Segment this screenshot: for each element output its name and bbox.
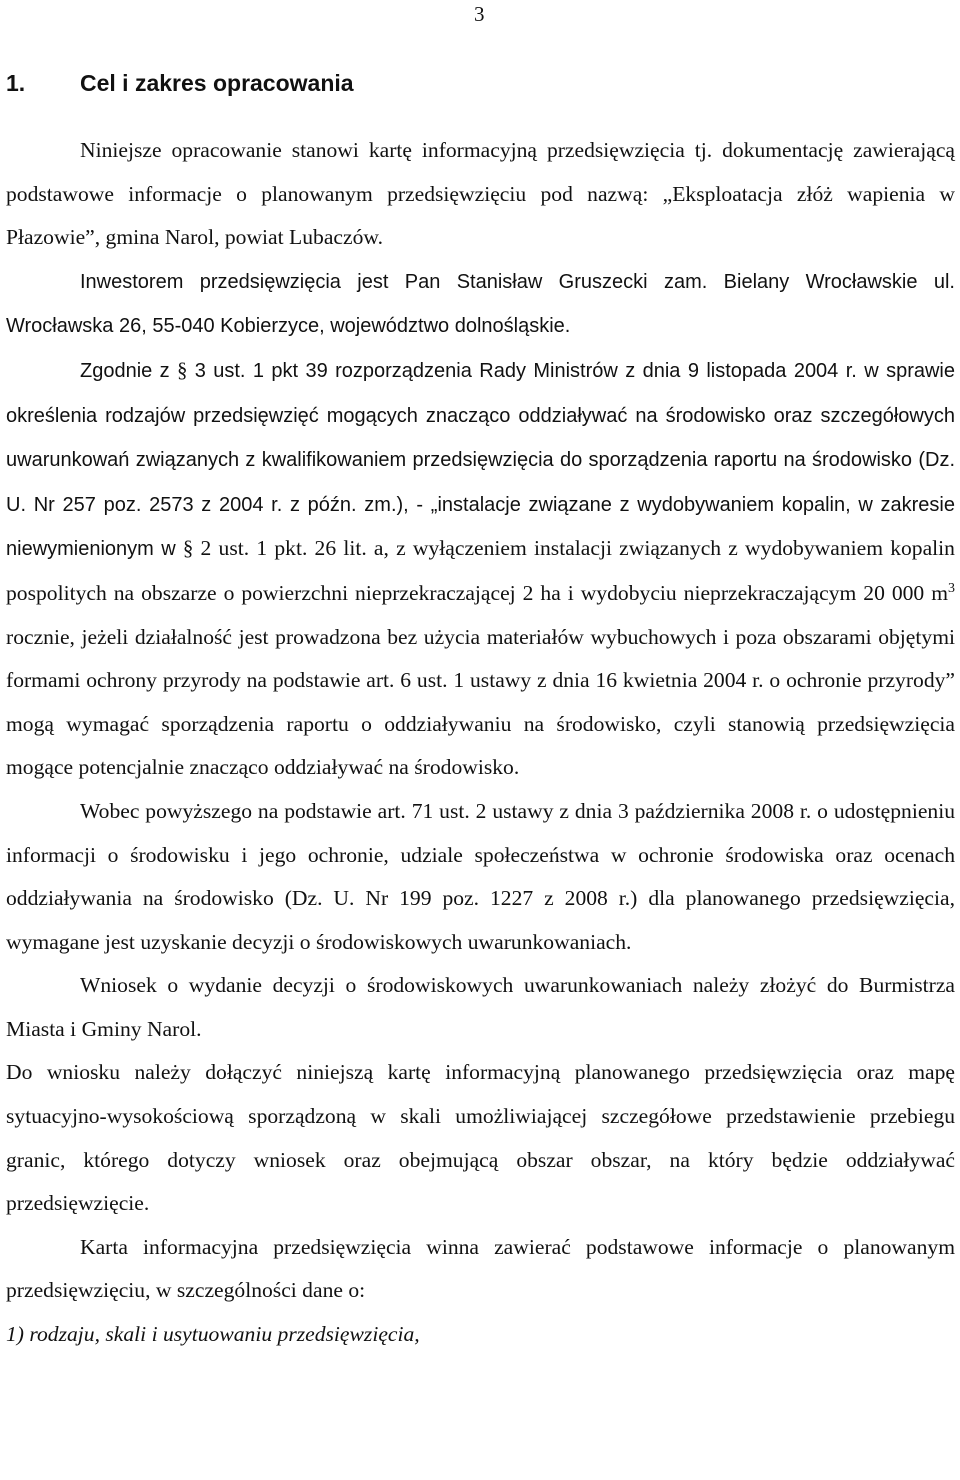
section-heading <box>6 70 946 97</box>
list-item <box>6 1313 955 1357</box>
section-number: 1. <box>6 70 26 96</box>
list-marker: 1) <box>6 1322 24 1347</box>
paragraph-application: Wniosek o wydanie decyzji o środowiskowych uwarunkowaniach należy złożyć do Burmistrza Miasta i Gminy Narol. <box>6 973 955 1041</box>
page-number: 3 <box>474 2 485 26</box>
paragraph-regulation <box>6 349 955 790</box>
section-sign-icon: § <box>182 536 194 561</box>
paragraph-card-contents: Karta informacyjna przedsięwzięcia winna zawierać podstawowe informacje o planowanym przedsięwzięciu, w szczególności dane o: <box>6 1234 955 1303</box>
paragraph-attachments: Do wniosku należy dołączyć niniejszą kartę informacyjną planowanego przedsięwzięcia oraz mapę sytuacyjno-wysokościową sporządzoną w skali umożliwiającej szczegółowe przedstawienie przebiegu granic, którego dotyczy wniosek oraz obejmującą obszar obszar, na który będzie oddziaływać przedsięwzięcie. <box>6 1060 955 1216</box>
paragraph-intro: Niniejsze opracowanie stanowi kartę informacyjną przedsięwzięcia tj. dokumentację zawierającą podstawowe informacje o planowanym przedsięwzięciu pod nazwą: „Eksploatacja złóż wapienia w Płazowie”, gmina Narol, powiat Lubaczów. <box>6 138 955 250</box>
paragraph-legal-basis: Wobec powyższego na podstawie art. 71 ust. 2 ustawy z dnia 3 października 2008 r. o udostępnieniu informacji o środowisku i jego ochronie, udziale społeczeństwa w ochronie środowiska oraz ocenach oddziaływania na środowisko (Dz. U. Nr 199 poz. 1227 z 2008 r.) dla planowanego przedsięwzięcia, wymagane jest uzyskanie decyzji o środowiskowych uwarunkowaniach. <box>6 798 955 954</box>
regulation-text-b: 3 ust. 1 pkt 39 rozporządzenia Rady Ministrów z dnia 9 listopada 2004 r. w sprawie określenia rodzajów przedsięwzięć mogących znacząco oddziaływać na środowisko oraz szczegółowych uwarunkowań związanych z kwalifikowaniem przedsięwzięcia do sporządzenia raportu na środowisko (Dz. U. Nr 257 poz. 2573 z 2004 r. z późn. zm.), - „instalacje związane z wydobywaniem kopalin, w zakresie niewymienionym w <box>6 359 955 561</box>
paragraph-investor <box>6 260 955 349</box>
list-text: rodzaju, skali i usytuowaniu przedsięwzięcia, <box>29 1322 420 1347</box>
section-title: Cel i zakres opracowania <box>80 70 354 96</box>
document-body <box>6 129 955 1357</box>
regulation-text-d: rocznie, jeżeli działalność jest prowadzona bez użycia materiałów wybuchowych i poza obszarami objętymi formami ochrony przyrody na podstawie art. 6 ust. 1 ustawy z dnia 16 kwietnia 2004 r. o ochronie przyrody” mogą wymagać sporządzenia raportu o oddziaływaniu na środowisko, czyli stanowią przedsięwzięcia mogące potencjalnie znacząco oddziaływać na środowisko. <box>6 624 955 780</box>
regulation-text-c: 2 ust. 1 pkt. 26 lit. a, z wyłączeniem instalacji związanych z wydobywaniem kopalin pospolitych na obszarze o powierzchni nieprzekraczającej 2 ha i wydobyciu nieprzekraczającym 20 000 m <box>6 536 955 605</box>
regulation-text-a: Zgodnie z <box>80 359 170 382</box>
superscript-three: 3 <box>948 580 955 596</box>
investor-text: Inwestorem przedsięwzięcia jest Pan Stanisław Gruszecki zam. Bielany Wrocławskie ul. Wrocławska 26, 55-040 Kobierzyce, województwo dolnośląskie. <box>6 270 955 338</box>
section-sign-icon: § <box>176 357 188 382</box>
